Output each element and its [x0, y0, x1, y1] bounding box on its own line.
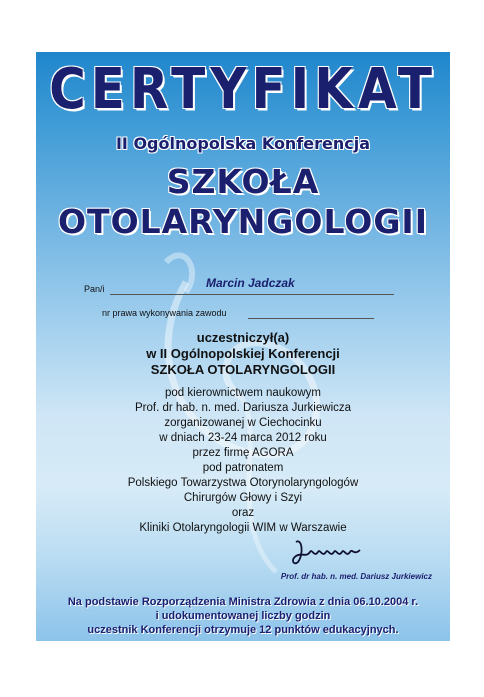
participated-text: uczestniczył(a)	[196, 330, 290, 345]
signatory-name: Prof. dr hab. n. med. Dariusz Jurkiewicz	[280, 572, 432, 581]
participant-label: Pan/i	[84, 284, 105, 294]
detail-line: przez firmę AGORA	[192, 447, 294, 459]
detail-line: pod patronatem	[202, 462, 284, 474]
detail-line: Polskiego Towarzystwa Otorynolaryngologów	[127, 477, 359, 489]
detail-line: Chirurgów Głowy i Szyi	[183, 492, 303, 504]
certificate-title: CERTYFIKAT	[49, 56, 437, 122]
detail-line: pod kierownictwem naukowym	[165, 387, 321, 399]
detail-line: Prof. dr hab. n. med. Dariusza Jurkiewicza	[134, 402, 352, 414]
conference-name-line2: OTOLARYNGOLOGII	[58, 202, 428, 241]
conference-name-line1: SZKOŁA	[166, 162, 320, 201]
footer-line: i udokumentowanej liczby godzin	[155, 610, 331, 622]
detail-line: oraz	[231, 507, 255, 519]
conference-name: SZKOŁA OTOLARYNGOLOGII	[150, 362, 336, 377]
participant-line	[110, 294, 394, 295]
footer-line: Na podstawie Rozporządzenia Ministra Zdrowia z dnia 06.10.2004 r.	[67, 596, 419, 608]
detail-line: w dniach 23-24 marca 2012 roku	[159, 432, 327, 444]
license-label: nr prawa wykonywania zawodu	[102, 308, 227, 318]
participant-name: Marcin Jadczak	[206, 276, 295, 290]
conference-subtitle: II Ogólnopolska Konferencja	[115, 134, 371, 153]
conference-line: w II Ogólnopolskiej Konferencji	[146, 346, 340, 361]
footer-line: uczestnik Konferencji otrzymuje 12 punktów edukacyjnych.	[87, 624, 399, 636]
detail-line: zorganizowanej w Ciechocinku	[164, 417, 322, 429]
license-line	[248, 318, 374, 319]
certificate-sheet	[36, 52, 450, 641]
signature-image	[288, 534, 388, 570]
detail-line: Kliniki Otolaryngologii WIM w Warszawie	[139, 522, 347, 534]
